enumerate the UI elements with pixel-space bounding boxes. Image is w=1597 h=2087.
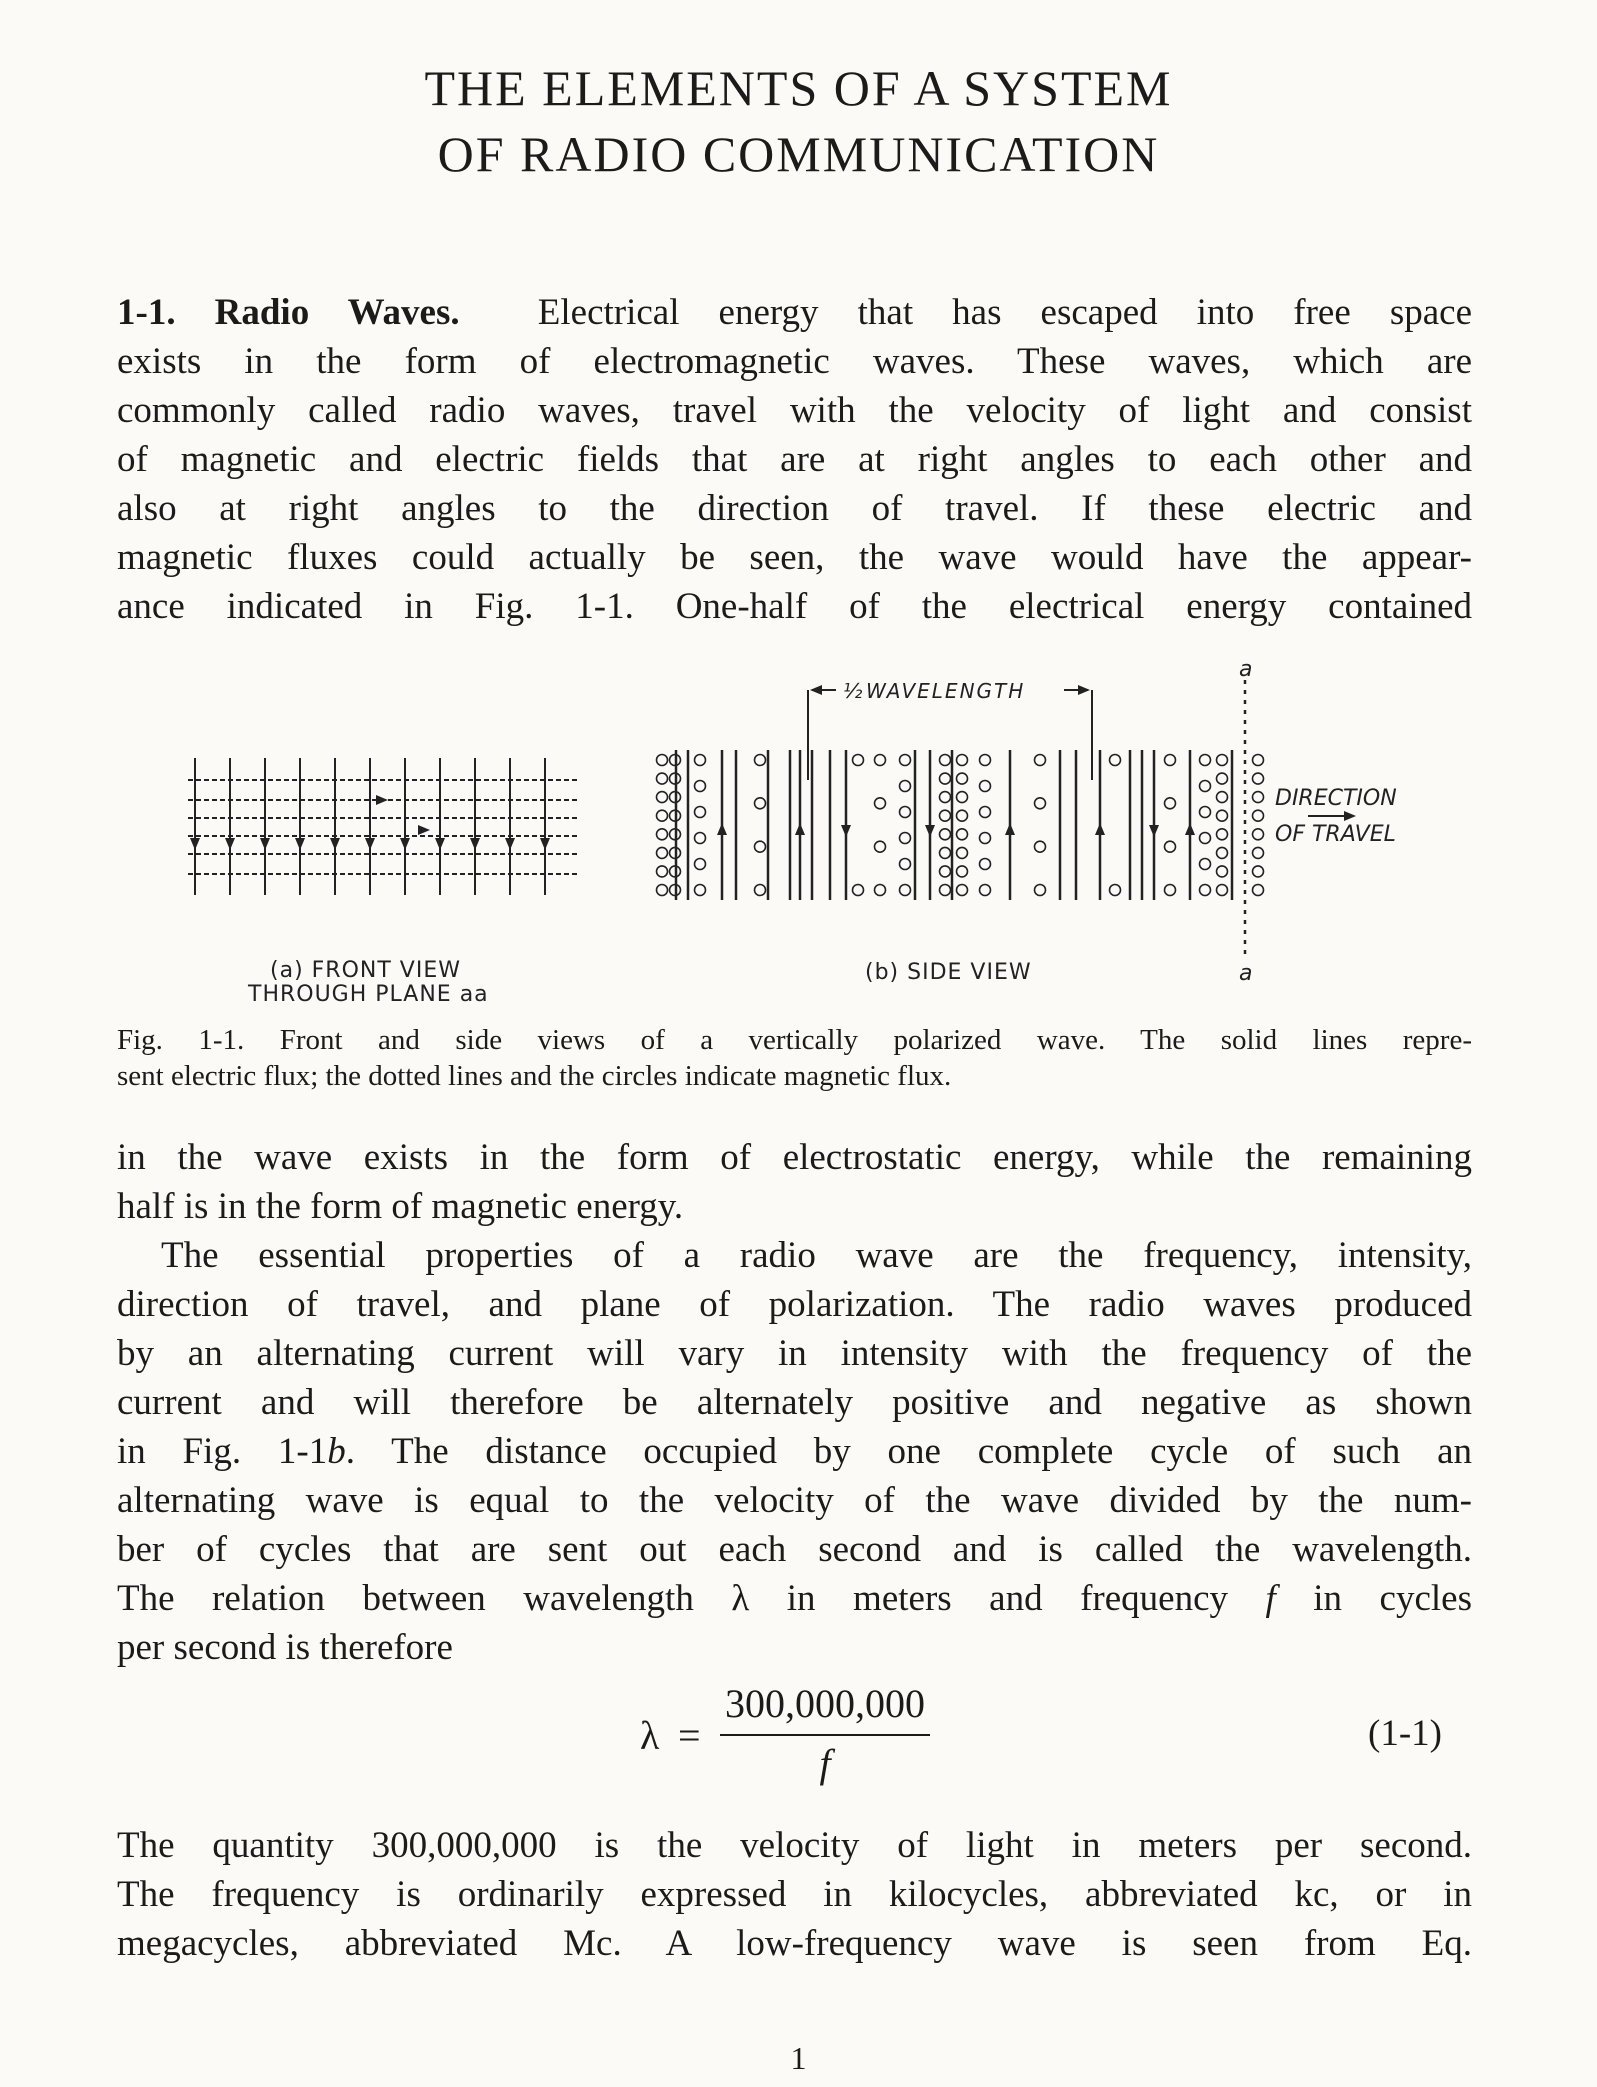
direction-arrow — [1308, 811, 1356, 821]
magnetic-flux-circle — [1217, 847, 1228, 858]
magnetic-flux-circle — [657, 792, 668, 803]
magnetic-flux-circle — [957, 885, 968, 896]
magnetic-flux-circle — [695, 885, 706, 896]
magnetic-flux-circle — [1035, 885, 1046, 896]
magnetic-flux-circle — [853, 885, 864, 896]
magnetic-flux-circle — [657, 829, 668, 840]
chapter-title-line-2: OF RADIO COMMUNICATION — [437, 126, 1160, 182]
magnetic-flux-circle — [875, 885, 886, 896]
paragraph-line: megacycles, abbreviated Mc. A low-frequency wave is seen from Eq. — [117, 1923, 1472, 1964]
magnetic-flux-circle — [695, 859, 706, 870]
magnetic-flux-circle — [957, 866, 968, 877]
magnetic-flux-circle — [940, 792, 951, 803]
magnetic-flux-circle — [875, 841, 886, 852]
paragraph-line: in the wave exists in the form of electrostatic energy, while the remaining — [117, 1137, 1472, 1178]
magnetic-flux-circle — [853, 755, 864, 766]
flux-arrow — [470, 838, 480, 850]
magnetic-flux-circle — [957, 829, 968, 840]
paragraph-line: by an alternating current will vary in intensity with the frequency of the — [117, 1333, 1472, 1374]
magnetic-flux-circle — [980, 781, 991, 792]
magnetic-flux-circle — [1110, 885, 1121, 896]
magnetic-flux-circle — [695, 807, 706, 818]
flux-arrow — [365, 838, 375, 850]
magnetic-flux-circle — [755, 885, 766, 896]
magnetic-flux-circle — [957, 810, 968, 821]
flux-arrow — [260, 838, 270, 850]
magnetic-flux-circle — [657, 755, 668, 766]
side-view-diagram — [657, 750, 1264, 900]
figure-1-1 — [0, 650, 1597, 1000]
equation-numerator: 300,000,000 — [725, 1681, 925, 1726]
magnetic-flux-circle — [875, 755, 886, 766]
magnetic-flux-circle — [940, 866, 951, 877]
magnetic-flux-circle — [957, 847, 968, 858]
flux-arrow — [225, 838, 235, 850]
magnetic-flux-circle — [957, 773, 968, 784]
flux-arrow — [418, 825, 430, 835]
front-view-plane-label: THROUGH PLANE aa — [248, 982, 489, 1007]
equation-number: (1-1) — [1368, 1713, 1442, 1754]
magnetic-flux-circle — [1165, 841, 1176, 852]
equation-lhs: λ — [640, 1713, 660, 1758]
paragraph-line: direction of travel, and plane of polarization. The radio waves produced — [117, 1284, 1472, 1325]
magnetic-flux-circle — [940, 885, 951, 896]
equation-equals: = — [678, 1713, 701, 1758]
magnetic-flux-circle — [1217, 792, 1228, 803]
paragraph-line: The relation between wavelength λ in meters and frequency f in cycles — [117, 1578, 1472, 1619]
paragraph-line: of magnetic and electric fields that are at right angles to each other and — [117, 439, 1472, 480]
magnetic-flux-circle — [940, 829, 951, 840]
magnetic-flux-circle — [1200, 859, 1211, 870]
magnetic-flux-circle — [940, 773, 951, 784]
flux-arrow — [1005, 823, 1015, 835]
magnetic-flux-circle — [1165, 755, 1176, 766]
magnetic-flux-circle — [900, 885, 911, 896]
flux-arrow — [795, 823, 805, 835]
magnetic-flux-circle — [900, 807, 911, 818]
plane-a-bottom-label: a — [1239, 961, 1253, 986]
section-heading: 1-1. Radio Waves. — [117, 292, 460, 333]
flux-arrow — [376, 795, 388, 805]
magnetic-flux-circle — [695, 755, 706, 766]
magnetic-flux-circle — [657, 866, 668, 877]
paragraph-line: magnetic fluxes could actually be seen, the wave would have the appear- — [117, 537, 1472, 578]
equation-denominator: f — [819, 1741, 831, 1786]
direction-label-1: DIRECTION — [1275, 786, 1397, 811]
paragraph-line: exists in the form of electromagnetic waves. These waves, which are — [117, 341, 1472, 382]
flux-arrow — [1095, 823, 1105, 835]
paragraph-line: ber of cycles that are sent out each second and is called the wavelength. — [117, 1529, 1472, 1570]
magnetic-flux-circle — [1253, 810, 1264, 821]
flux-arrow — [540, 838, 550, 850]
magnetic-flux-circle — [1217, 866, 1228, 877]
flux-arrow — [841, 825, 851, 837]
magnetic-flux-circle — [900, 781, 911, 792]
magnetic-flux-circle — [1253, 773, 1264, 784]
magnetic-flux-circle — [1200, 807, 1211, 818]
magnetic-flux-circle — [695, 833, 706, 844]
half-fraction-label: ½ — [843, 679, 863, 703]
paragraph-line: 1-1. Radio Waves. Electrical energy that has escaped into free space — [117, 292, 1473, 333]
magnetic-flux-circle — [1035, 841, 1046, 852]
magnetic-flux-circle — [1253, 885, 1264, 896]
paragraph-line: alternating wave is equal to the velocity of the wave divided by the num- — [117, 1480, 1472, 1521]
magnetic-flux-circle — [1165, 885, 1176, 896]
flux-arrow — [505, 838, 515, 850]
paragraph-line: ance indicated in Fig. 1-1. One-half of the electrical energy contained — [117, 586, 1472, 627]
magnetic-flux-circle — [657, 773, 668, 784]
magnetic-flux-circle — [1200, 885, 1211, 896]
magnetic-flux-circle — [900, 755, 911, 766]
equation-fraction-bar — [720, 1734, 930, 1736]
paragraph-line: current and will therefore be alternately positive and negative as shown — [117, 1382, 1472, 1423]
magnetic-flux-circle — [1217, 829, 1228, 840]
paragraph-line: The quantity 300,000,000 is the velocity of light in meters per second. — [117, 1825, 1472, 1866]
magnetic-flux-circle — [980, 807, 991, 818]
magnetic-flux-circle — [980, 885, 991, 896]
magnetic-flux-circle — [1217, 810, 1228, 821]
magnetic-flux-circle — [695, 781, 706, 792]
magnetic-flux-circle — [980, 755, 991, 766]
magnetic-flux-circle — [940, 810, 951, 821]
flux-arrow — [330, 838, 340, 850]
magnetic-flux-circle — [1035, 798, 1046, 809]
page-number: 1 — [790, 2040, 807, 2076]
magnetic-flux-circle — [875, 798, 886, 809]
magnetic-flux-circle — [980, 859, 991, 870]
front-view-label: (a) FRONT VIEW — [270, 958, 461, 983]
magnetic-flux-circle — [940, 847, 951, 858]
figure-caption-line: sent electric flux; the dotted lines and the circles indicate magnetic flux. — [117, 1060, 952, 1092]
side-view-label: (b) SIDE VIEW — [865, 960, 1032, 985]
magnetic-flux-circle — [1110, 755, 1121, 766]
magnetic-flux-circle — [1035, 755, 1046, 766]
flux-arrow — [435, 838, 445, 850]
flux-arrow — [717, 823, 727, 835]
paragraph-line: per second is therefore — [117, 1627, 453, 1668]
magnetic-flux-circle — [1253, 755, 1264, 766]
magnetic-flux-circle — [1253, 847, 1264, 858]
paragraph-line: half is in the form of magnetic energy. — [117, 1186, 684, 1227]
magnetic-flux-circle — [900, 859, 911, 870]
paragraph-line: The essential properties of a radio wave are the frequency, intensity, — [161, 1235, 1472, 1276]
magnetic-flux-circle — [900, 833, 911, 844]
paragraph-line: The frequency is ordinarily expressed in kilocycles, abbreviated kc, or in — [117, 1874, 1472, 1915]
flux-arrow — [925, 825, 935, 837]
flux-arrow — [1185, 823, 1195, 835]
chapter-title-line-1: THE ELEMENTS OF A SYSTEM — [424, 60, 1173, 116]
magnetic-flux-circle — [1217, 755, 1228, 766]
magnetic-flux-circle — [755, 798, 766, 809]
paragraph-line: commonly called radio waves, travel with the velocity of light and consist — [117, 390, 1472, 431]
magnetic-flux-circle — [755, 841, 766, 852]
magnetic-flux-circle — [1217, 885, 1228, 896]
magnetic-flux-circle — [1200, 781, 1211, 792]
magnetic-flux-circle — [657, 810, 668, 821]
magnetic-flux-circle — [755, 755, 766, 766]
magnetic-flux-circle — [980, 833, 991, 844]
flux-arrow — [1149, 825, 1159, 837]
front-view-diagram — [188, 758, 578, 895]
paragraph-line: also at right angles to the direction of travel. If these electric and — [117, 488, 1472, 529]
flux-arrow — [295, 838, 305, 850]
direction-label-2: OF TRAVEL — [1275, 822, 1396, 847]
magnetic-flux-circle — [657, 847, 668, 858]
magnetic-flux-circle — [1253, 866, 1264, 877]
flux-arrow — [190, 838, 200, 850]
magnetic-flux-circle — [1200, 833, 1211, 844]
magnetic-flux-circle — [940, 755, 951, 766]
magnetic-flux-circle — [957, 755, 968, 766]
magnetic-flux-circle — [1253, 792, 1264, 803]
magnetic-flux-circle — [957, 792, 968, 803]
magnetic-flux-circle — [1200, 755, 1211, 766]
magnetic-flux-circle — [1217, 773, 1228, 784]
paragraph-line: in Fig. 1-1b. The distance occupied by one complete cycle of such an — [117, 1431, 1472, 1472]
plane-a-top-label: a — [1239, 657, 1253, 682]
figure-caption-line: Fig. 1-1. Front and side views of a vertically polarized wave. The solid lines repre- — [117, 1024, 1472, 1056]
magnetic-flux-circle — [1165, 798, 1176, 809]
magnetic-flux-circle — [657, 885, 668, 896]
front-view-magnetic-lines — [188, 780, 578, 874]
half-wavelength-label: WAVELENGTH — [866, 679, 1026, 703]
magnetic-flux-circle — [1253, 829, 1264, 840]
flux-arrow — [400, 838, 410, 850]
